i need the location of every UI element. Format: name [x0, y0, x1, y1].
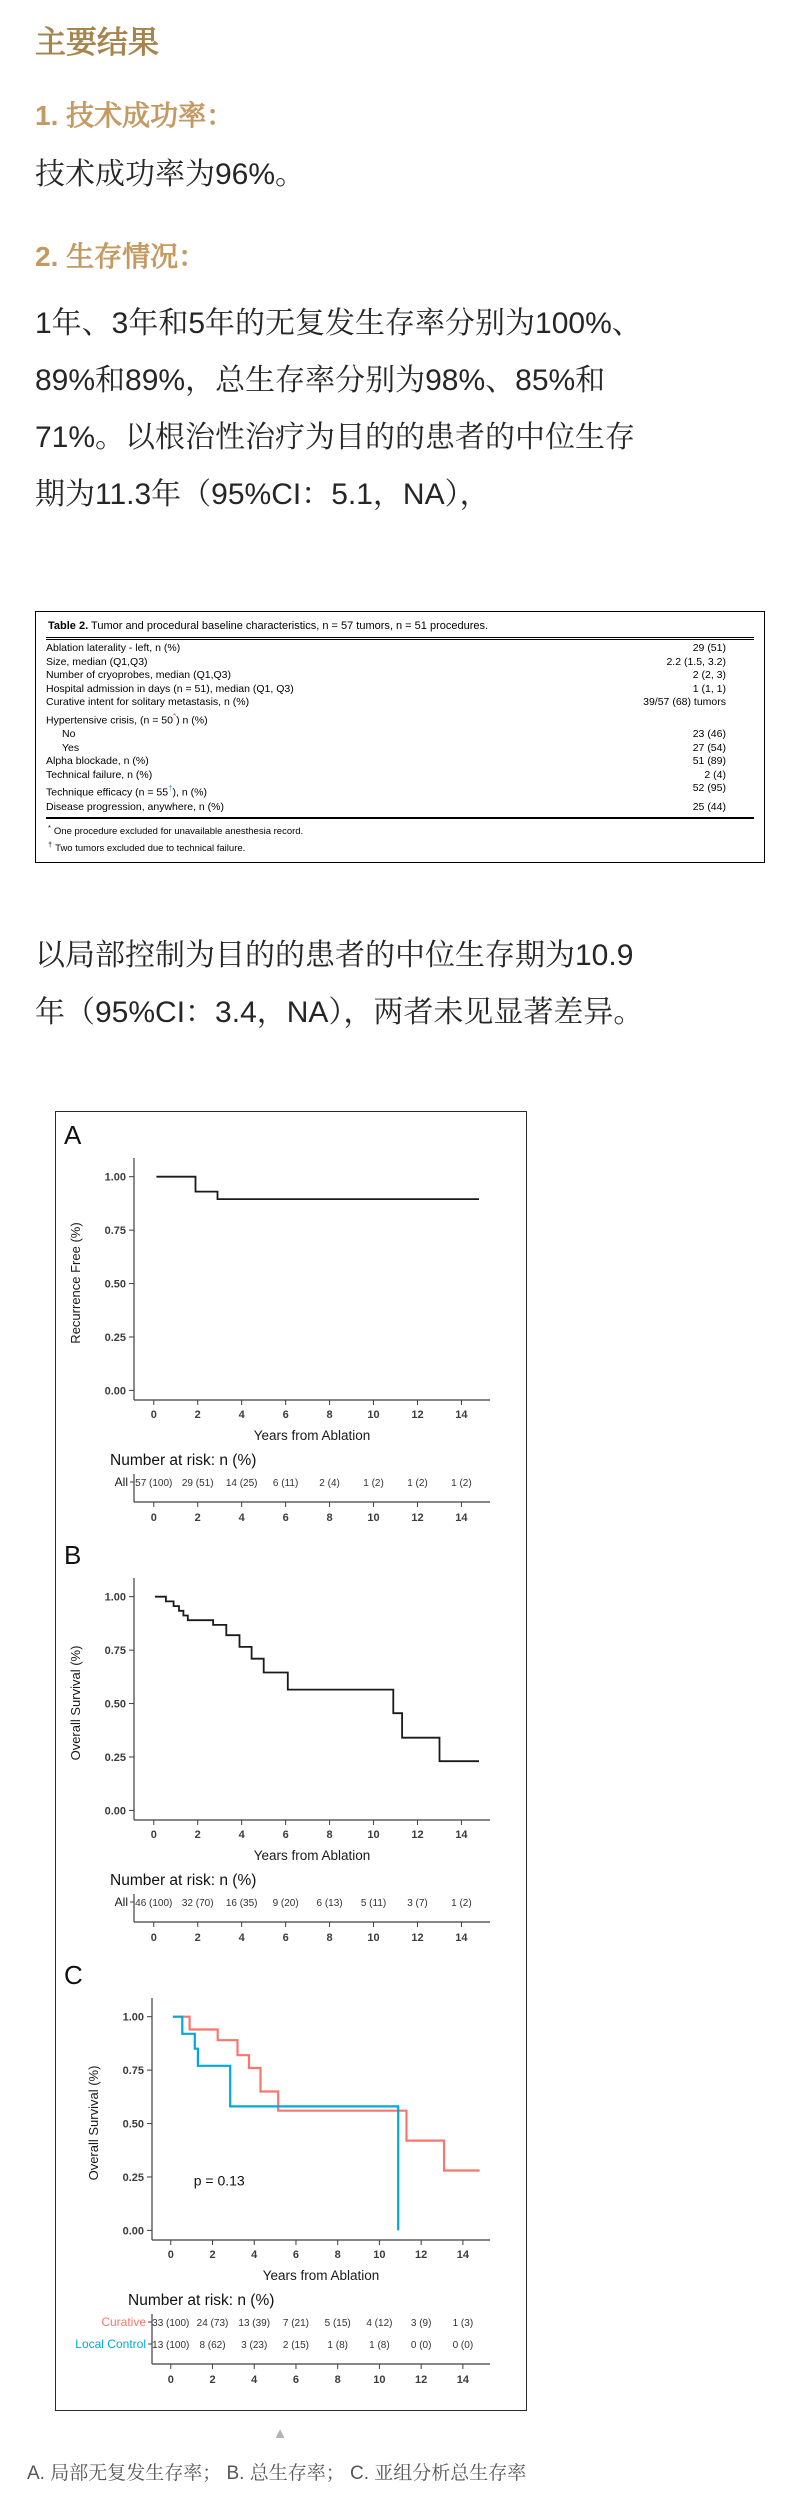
risk-value: 6 (11) — [272, 1478, 299, 1490]
figure-caption: A. 局部无复发生存率； B. 总生存率； C. 亚组分析总生存率 — [27, 2463, 527, 2485]
risk-value: 4 (12) — [366, 2318, 393, 2330]
risk-x-tick-label: 8 — [334, 2374, 341, 2387]
table-row — [46, 669, 754, 683]
risk-value: 6 (13) — [316, 1898, 343, 1910]
risk-value: 5 (15) — [324, 2318, 351, 2330]
risk-x-tick-label: 8 — [326, 1512, 333, 1525]
text-line: 89%和89%，总生存率分别为98%、85%和 — [35, 364, 606, 397]
table-row — [46, 683, 754, 697]
text-line: 以局部控制为目的的患者的中位生存期为10.9 — [35, 939, 634, 973]
table2-figure — [35, 611, 765, 863]
risk-value: 14 (25) — [225, 1478, 258, 1490]
risk-x-tick-label: 12 — [411, 1512, 424, 1525]
risk-table-a — [64, 1470, 504, 1534]
risk-row-label: All — [114, 1475, 128, 1490]
table-row — [46, 755, 754, 769]
table2-rows — [46, 640, 754, 814]
p-value-annotation: p = 0.13 — [193, 2172, 245, 2189]
table-row-value — [726, 710, 754, 728]
table-row-label: Technical failure, n (%) — [46, 768, 153, 781]
y-tick-label: 0.00 — [104, 1805, 126, 1818]
risk-x-tick-label: 4 — [238, 1512, 245, 1525]
x-tick-label: 6 — [282, 1409, 289, 1422]
y-tick-label: 0.50 — [104, 1278, 126, 1291]
risk-value: 1 (3) — [452, 2318, 474, 2330]
table2-title-label: Table 2. — [48, 620, 89, 632]
text-line: 年（95%CI：3.4，NA），两者未见显著差异。 — [35, 996, 644, 1030]
x-tick-label: 4 — [251, 2249, 258, 2262]
risk-value: 3 (23) — [241, 2340, 268, 2352]
risk-x-tick-label: 14 — [455, 1512, 468, 1525]
figure-box — [55, 1111, 527, 2411]
y-tick-label: 0.25 — [104, 1332, 126, 1345]
y-axis-title: Overall Survival (%) — [86, 2066, 101, 2181]
panel-c-letter: C — [64, 1960, 83, 1991]
risk-value: 2 (4) — [319, 1478, 340, 1490]
section-2-title: 2. 生存情况： — [35, 241, 207, 272]
table-row-label: Disease progression, anywhere, n (%) — [46, 800, 224, 813]
table-row — [46, 642, 754, 656]
x-tick-label: 14 — [456, 2249, 470, 2262]
risk-value: 5 (11) — [360, 1898, 387, 1910]
risk-value: 1 (8) — [369, 2340, 390, 2352]
risk-value: 8 (62) — [199, 2340, 226, 2352]
risk-row-label: All — [114, 1895, 128, 1910]
x-axis-title: Years from Ablation — [253, 1428, 371, 1444]
paragraph-after-table — [35, 927, 765, 1041]
table-row-label: Alpha blockade, n (%) — [46, 755, 149, 768]
km-curve-all — [155, 1597, 479, 1762]
panel-a — [56, 1118, 526, 1538]
risk-header-a: Number at risk: n (%) — [110, 1452, 257, 1470]
table-row-label: Yes — [62, 741, 80, 754]
table-row-value: 25 (44) — [692, 800, 726, 813]
x-tick-label: 2 — [194, 1409, 201, 1422]
risk-value: 33 (100) — [152, 2318, 190, 2330]
risk-value: 3 (9) — [410, 2318, 432, 2330]
text-line: 期为11.3年（95%CI：5.1，NA）， — [35, 478, 490, 511]
risk-x-tick-label: 2 — [194, 1932, 201, 1945]
x-tick-label: 8 — [326, 1829, 333, 1842]
x-tick-label: 8 — [334, 2249, 341, 2262]
y-tick-label: 0.00 — [122, 2225, 144, 2238]
x-tick-label: 0 — [167, 2249, 174, 2262]
x-tick-label: 0 — [150, 1409, 157, 1422]
y-tick-label: 0.75 — [122, 2065, 144, 2078]
text-line: 1年、3年和5年的无复发生存率分别为100%、 — [35, 307, 642, 340]
risk-row-label: Local Control — [75, 2337, 146, 2352]
risk-x-tick-label: 14 — [455, 1932, 468, 1945]
risk-x-tick-label: 10 — [373, 2374, 386, 2387]
risk-value: 32 (70) — [181, 1898, 214, 1910]
x-tick-label: 8 — [326, 1409, 333, 1422]
table-row-value: 39/57 (68) tumors — [643, 696, 726, 709]
risk-table-b — [64, 1890, 504, 1954]
risk-value: 7 (21) — [282, 2318, 310, 2330]
y-tick-label: 1.00 — [104, 1592, 126, 1605]
km-curve-curative — [173, 2017, 480, 2171]
y-tick-label: 0.25 — [122, 2172, 144, 2185]
table-row-label: Technique efficacy (n = 55†), n (%) — [46, 784, 207, 799]
y-tick-label: 0.75 — [104, 1225, 126, 1238]
x-tick-label: 14 — [455, 1409, 468, 1422]
table-row — [46, 696, 754, 710]
risk-value: 24 (73) — [196, 2318, 229, 2330]
risk-header-c: Number at risk: n (%) — [128, 2292, 275, 2310]
risk-value: 13 (100) — [152, 2340, 190, 2352]
y-tick-label: 1.00 — [122, 2012, 144, 2025]
y-tick-label: 0.00 — [104, 1385, 126, 1398]
table-row — [46, 742, 754, 756]
y-tick-label: 0.50 — [104, 1698, 126, 1711]
table-row-label: Ablation laterality - left, n (%) — [46, 642, 181, 654]
x-tick-label: 12 — [411, 1409, 424, 1422]
article-content — [0, 24, 800, 1041]
x-tick-label: 10 — [373, 2249, 386, 2262]
table-row-label: Hospital admission in days (n = 51), median (Q1, Q3) — [46, 682, 294, 695]
risk-x-tick-label: 2 — [194, 1512, 201, 1525]
table-row-value: 27 (54) — [692, 741, 726, 754]
x-axis-title: Years from Ablation — [262, 2268, 380, 2284]
x-tick-label: 12 — [411, 1829, 424, 1842]
table-row — [46, 769, 754, 783]
panel-b-letter: B — [64, 1540, 82, 1571]
table2-title-text: Tumor and procedural baseline characteristics, n = 57 tumors, n = 51 procedures. — [88, 620, 489, 632]
panel-b — [56, 1538, 526, 1958]
x-tick-label: 4 — [238, 1829, 245, 1842]
risk-x-tick-label: 12 — [415, 2374, 428, 2387]
risk-value: 3 (7) — [407, 1898, 428, 1910]
section-1-body — [35, 146, 765, 203]
table-row-value: 2 (2, 3) — [692, 669, 726, 682]
footnote-marker: * — [172, 711, 177, 721]
x-tick-label: 2 — [194, 1829, 201, 1842]
table-row-value: 29 (51) — [692, 642, 726, 654]
risk-value: 0 (0) — [452, 2340, 474, 2352]
risk-value: 57 (100) — [135, 1478, 173, 1490]
x-tick-label: 6 — [282, 1829, 289, 1842]
x-tick-label: 6 — [292, 2249, 300, 2262]
risk-x-tick-label: 4 — [238, 1932, 245, 1945]
panel-c — [56, 1958, 526, 2400]
table-row-label: Hypertensive crisis, (n = 50*) n (%) — [46, 711, 208, 727]
risk-x-tick-label: 10 — [367, 1932, 380, 1945]
km-chart-subgroup-survival — [64, 1990, 504, 2290]
table-row-label: Curative intent for solitary metastasis, n (%) — [46, 696, 250, 709]
km-chart-overall-survival — [64, 1570, 504, 1870]
x-tick-label: 12 — [415, 2249, 428, 2262]
risk-value: 1 (2) — [407, 1478, 428, 1490]
section-2-body — [35, 295, 765, 523]
x-tick-label: 0 — [150, 1829, 157, 1842]
x-tick-label: 10 — [367, 1829, 380, 1842]
x-tick-label: 10 — [367, 1409, 380, 1422]
km-curve-local-control — [173, 2017, 398, 2231]
x-tick-label: 4 — [238, 1409, 245, 1422]
x-axis-title: Years from Ablation — [253, 1848, 371, 1864]
risk-x-tick-label: 2 — [209, 2374, 216, 2387]
table-row — [46, 656, 754, 670]
risk-x-tick-label: 6 — [282, 1932, 289, 1945]
risk-value: 2 (15) — [282, 2340, 310, 2352]
risk-row-label: Curative — [101, 2315, 146, 2330]
footnote-marker: † — [168, 784, 173, 794]
table-row-value: 2 (4) — [704, 768, 726, 781]
y-tick-label: 0.25 — [104, 1752, 126, 1765]
triangle-up-icon: ▲ — [272, 2425, 288, 2443]
risk-value: 9 (20) — [272, 1898, 299, 1910]
panel-a-letter: A — [64, 1120, 82, 1151]
risk-value: 13 (39) — [238, 2318, 271, 2330]
risk-x-tick-label: 0 — [150, 1512, 157, 1525]
text-line: 技术成功率为96%。 — [35, 158, 306, 191]
table-row — [46, 782, 754, 800]
table2-title — [46, 617, 754, 640]
table-row-value: 2.2 (1.5, 3.2) — [666, 655, 726, 668]
risk-value: 0 (0) — [410, 2340, 432, 2352]
table-row-value: 23 (46) — [692, 728, 726, 741]
km-chart-recurrence-free — [64, 1150, 504, 1450]
table-row — [46, 728, 754, 742]
risk-x-tick-label: 6 — [282, 1512, 289, 1525]
x-tick-label: 2 — [209, 2249, 216, 2262]
table-footnote: * One procedure excluded for unavailable anesthesia record. — [48, 823, 304, 838]
table-row-value: 1 (1, 1) — [692, 682, 726, 695]
table-row — [46, 801, 754, 815]
table-row-value: 52 (95) — [692, 782, 726, 795]
table-footnote: † Two tumors excluded due to technical failure. — [48, 839, 246, 854]
risk-value: 46 (100) — [135, 1898, 173, 1910]
risk-x-tick-label: 12 — [411, 1932, 424, 1945]
risk-x-tick-label: 14 — [456, 2374, 470, 2387]
y-axis-title: Recurrence Free (%) — [68, 1222, 83, 1345]
risk-x-tick-label: 6 — [292, 2374, 300, 2387]
risk-header-b: Number at risk: n (%) — [110, 1872, 257, 1890]
y-tick-label: 0.50 — [122, 2118, 144, 2131]
table-row-label: Number of cryoprobes, median (Q1,Q3) — [46, 669, 231, 682]
risk-x-tick-label: 8 — [326, 1932, 333, 1945]
risk-value: 1 (2) — [451, 1478, 472, 1490]
risk-value: 1 (2) — [363, 1478, 384, 1490]
y-tick-label: 0.75 — [104, 1645, 126, 1658]
y-axis-title: Overall Survival (%) — [68, 1646, 83, 1761]
km-curve-all — [156, 1177, 479, 1199]
risk-value: 16 (35) — [225, 1898, 258, 1910]
risk-x-tick-label: 0 — [167, 2374, 174, 2387]
table-row-label: No — [62, 728, 76, 741]
table-row-value: 51 (89) — [692, 755, 726, 768]
x-tick-label: 14 — [455, 1829, 468, 1842]
text-line: 71%。以根治性治疗为目的的患者的中位生存 — [35, 421, 636, 454]
risk-x-tick-label: 4 — [251, 2374, 258, 2387]
risk-value: 1 (2) — [451, 1898, 472, 1910]
page-title: 主要结果 — [35, 25, 159, 60]
table-row — [46, 710, 754, 728]
table-row-label: Size, median (Q1,Q3) — [46, 655, 148, 668]
y-tick-label: 1.00 — [104, 1172, 126, 1185]
risk-value: 29 (51) — [181, 1478, 214, 1490]
risk-table-c — [64, 2310, 504, 2396]
risk-value: 1 (8) — [327, 2340, 348, 2352]
risk-x-tick-label: 0 — [150, 1932, 157, 1945]
risk-x-tick-label: 10 — [367, 1512, 380, 1525]
table2-footnotes — [46, 817, 754, 856]
section-1-title: 1. 技术成功率： — [35, 100, 235, 131]
